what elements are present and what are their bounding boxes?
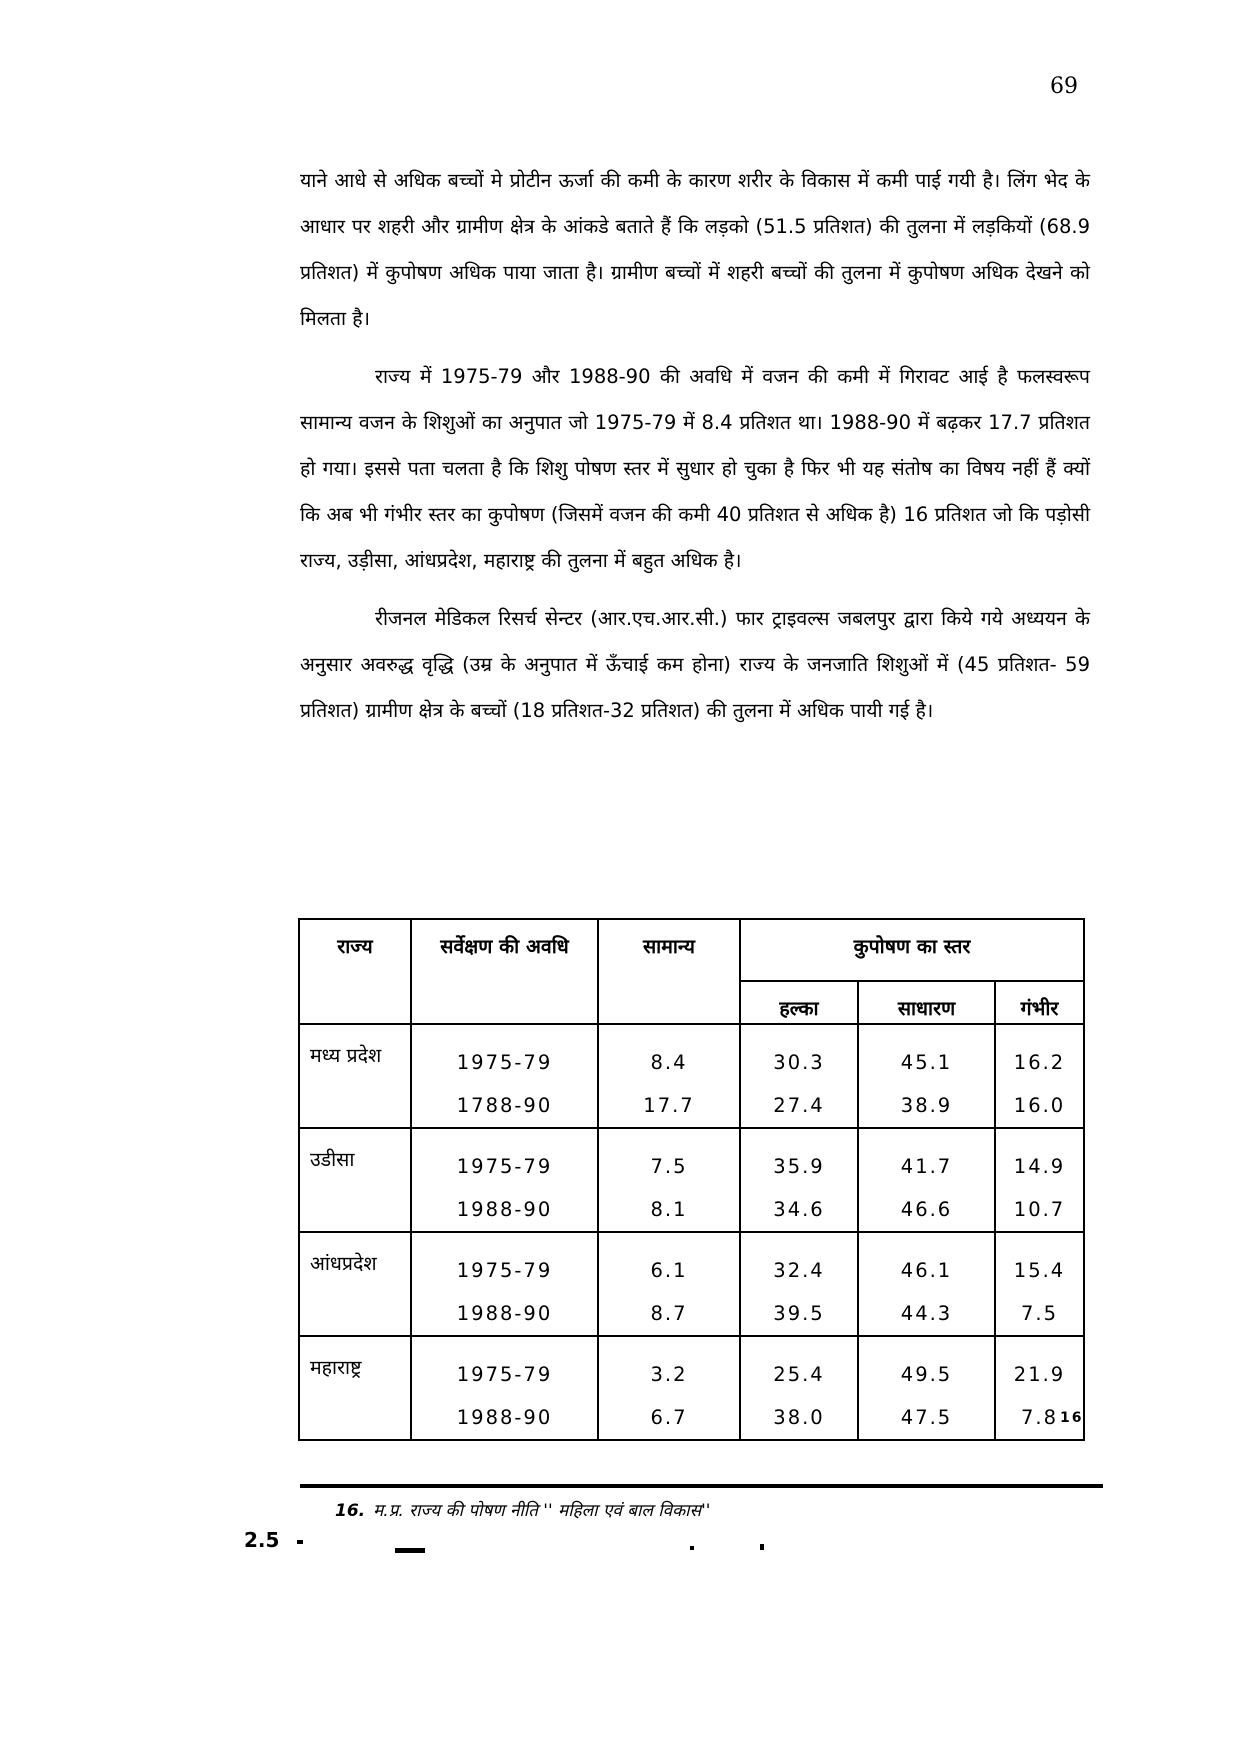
cut-off-text-fragment xyxy=(395,1548,425,1553)
moderate-value: 46.6 xyxy=(900,1198,953,1221)
moderate-value: 46.1 xyxy=(900,1259,953,1282)
state-name: उडीसा xyxy=(299,1128,411,1232)
periods-value: 1975-79 xyxy=(456,1259,553,1282)
normal-value: 6.1 xyxy=(650,1259,688,1282)
state-name: मध्य प्रदेश xyxy=(299,1024,411,1128)
severe-cell xyxy=(995,1024,1084,1128)
periods-value: 1788-90 xyxy=(456,1094,553,1117)
page-number: 69 xyxy=(1050,74,1078,99)
moderate-value: 41.7 xyxy=(900,1155,953,1178)
footnote xyxy=(335,1498,710,1521)
mild-cell xyxy=(740,1336,858,1440)
cut-off-text-fragment xyxy=(297,1540,303,1544)
mild-cell xyxy=(740,1128,858,1232)
mild-value: 25.4 xyxy=(773,1363,825,1386)
table-row xyxy=(299,1024,1084,1128)
normal-value: 8.1 xyxy=(650,1198,688,1221)
periods-value: 1988-90 xyxy=(456,1302,553,1325)
moderate-cell xyxy=(858,1128,995,1232)
normal-value: 6.7 xyxy=(650,1406,688,1429)
state-name: महाराष्ट्र xyxy=(299,1336,411,1440)
mild-value: 27.4 xyxy=(773,1094,825,1117)
severe-value: 7.5 xyxy=(1021,1302,1059,1325)
header-severe: गंभीर xyxy=(995,981,1084,1024)
moderate-cell xyxy=(858,1232,995,1336)
mild-value: 35.9 xyxy=(773,1155,825,1178)
paragraph-2: राज्य में 1975-79 और 1988-90 की अवधि में वजन की कमी में गिरावट आई है फलस्वरूप सामान्य वजन के शिशुओं का अनुपात जो 1975-79 में 8.4 प्रतिशत था। 1988-90 में बढ़कर 17.7 प्रतिशत हो गया। इससे पता चलता है कि शिशु पोषण स्तर में सुधार हो चुका है फिर भी यह संतोष का विषय नहीं हैं क्यों कि अब भी गंभीर स्तर का कुपोषण (जिसमें वजन की कमी 40 प्रतिशत से अधिक है) 16 प्रतिशत जो कि पड़ोसी राज्य, उड़ीसा, आंधप्रदेश, महाराष्ट्र की तुलना में बहुत अधिक है। xyxy=(300,365,1090,572)
periods-cell xyxy=(411,1232,598,1336)
moderate-value: 45.1 xyxy=(900,1051,953,1074)
header-mild: हल्का xyxy=(740,981,858,1024)
normal-value: 8.7 xyxy=(650,1302,688,1325)
header-normal: सामान्य xyxy=(598,919,740,1024)
normal-value: 7.5 xyxy=(650,1155,688,1178)
mild-value: 30.3 xyxy=(773,1051,825,1074)
footnote-number: 16. xyxy=(335,1501,366,1521)
paragraph-1: याने आधे से अधिक बच्चों मे प्रोटीन ऊर्जा की कमी के कारण शरीर के विकास में कमी पाई गयी है। लिंग भेद के आधार पर शहरी और ग्रामीण क्षेत्र के आंकडे बताते हैं कि लड़को (51.5 प्रतिशत) की तुलना में लड़कियों (68.9 प्रतिशत) में कुपोषण अधिक पाया जाता है। ग्रामीण बच्चों में शहरी बच्चों की तुलना में कुपोषण अधिक देखने को मिलता है। xyxy=(300,169,1090,330)
periods-cell xyxy=(411,1128,598,1232)
table-row xyxy=(299,1232,1084,1336)
header-moderate: साधारण xyxy=(858,981,995,1024)
severe-value: 15.4 xyxy=(1013,1259,1066,1282)
table-source-reference: 16 xyxy=(1060,1410,1084,1426)
moderate-value: 47.5 xyxy=(900,1406,953,1429)
severe-value: 16.0 xyxy=(1013,1094,1066,1117)
severe-value: 16.2 xyxy=(1013,1051,1066,1074)
normal-value: 8.4 xyxy=(650,1051,688,1074)
table-row xyxy=(299,1128,1084,1232)
periods-value: 1975-79 xyxy=(456,1363,553,1386)
moderate-value: 49.5 xyxy=(900,1363,953,1386)
periods-value: 1988-90 xyxy=(456,1198,553,1221)
mild-value: 38.0 xyxy=(773,1406,825,1429)
periods-value: 1988-90 xyxy=(456,1406,553,1429)
periods-cell xyxy=(411,1024,598,1128)
severe-value: 7.8 xyxy=(1021,1406,1059,1429)
header-malnutrition-level: कुपोषण का स्तर xyxy=(740,919,1084,981)
mild-cell xyxy=(740,1232,858,1336)
normal-cell xyxy=(598,1336,740,1440)
mild-value: 34.6 xyxy=(773,1198,825,1221)
severe-value: 14.9 xyxy=(1013,1155,1066,1178)
periods-cell xyxy=(411,1336,598,1440)
periods-value: 1975-79 xyxy=(456,1051,553,1074)
severe-value: 10.7 xyxy=(1013,1198,1066,1221)
mild-cell xyxy=(740,1024,858,1128)
mild-value: 39.5 xyxy=(773,1302,825,1325)
severe-cell xyxy=(995,1232,1084,1336)
moderate-value: 44.3 xyxy=(900,1302,953,1325)
cut-off-text-fragment xyxy=(690,1546,694,1550)
body-text xyxy=(300,158,1090,746)
header-survey-period: सर्वेक्षण की अवधि xyxy=(411,919,598,1024)
normal-cell xyxy=(598,1024,740,1128)
header-state: राज्य xyxy=(299,919,411,1024)
normal-value: 17.7 xyxy=(643,1094,695,1117)
severe-cell xyxy=(995,1128,1084,1232)
periods-value: 1975-79 xyxy=(456,1155,553,1178)
cut-off-text-fragment xyxy=(760,1544,764,1550)
malnutrition-table xyxy=(298,918,1085,1441)
state-name: आंधप्रदेश xyxy=(299,1232,411,1336)
footnote-divider xyxy=(300,1484,1103,1488)
footnote-text: म.प्र. राज्य की पोषण नीति '' महिला एवं बाल विकास'' xyxy=(373,1501,711,1521)
normal-cell xyxy=(598,1128,740,1232)
mild-value: 32.4 xyxy=(773,1259,825,1282)
normal-cell xyxy=(598,1232,740,1336)
moderate-value: 38.9 xyxy=(900,1094,953,1117)
table-row xyxy=(299,1336,1084,1440)
section-number: 2.5 xyxy=(244,1528,280,1552)
severe-value: 21.9 xyxy=(1013,1363,1066,1386)
normal-value: 3.2 xyxy=(650,1363,688,1386)
paragraph-3: रीजनल मेडिकल रिसर्च सेन्टर (आर.एच.आर.सी.) फार ट्राइवल्स जबलपुर द्वारा किये गये अध्ययन के अनुसार अवरुद्ध वृद्धि (उम्र के अनुपात में ऊँचाई कम होना) राज्य के जनजाति शिशुओं में (45 प्रतिशत- 59 प्रतिशत) ग्रामीण क्षेत्र के बच्चों (18 प्रतिशत-32 प्रतिशत) की तुलना में अधिक पायी गई है। xyxy=(300,607,1090,722)
moderate-cell xyxy=(858,1336,995,1440)
moderate-cell xyxy=(858,1024,995,1128)
